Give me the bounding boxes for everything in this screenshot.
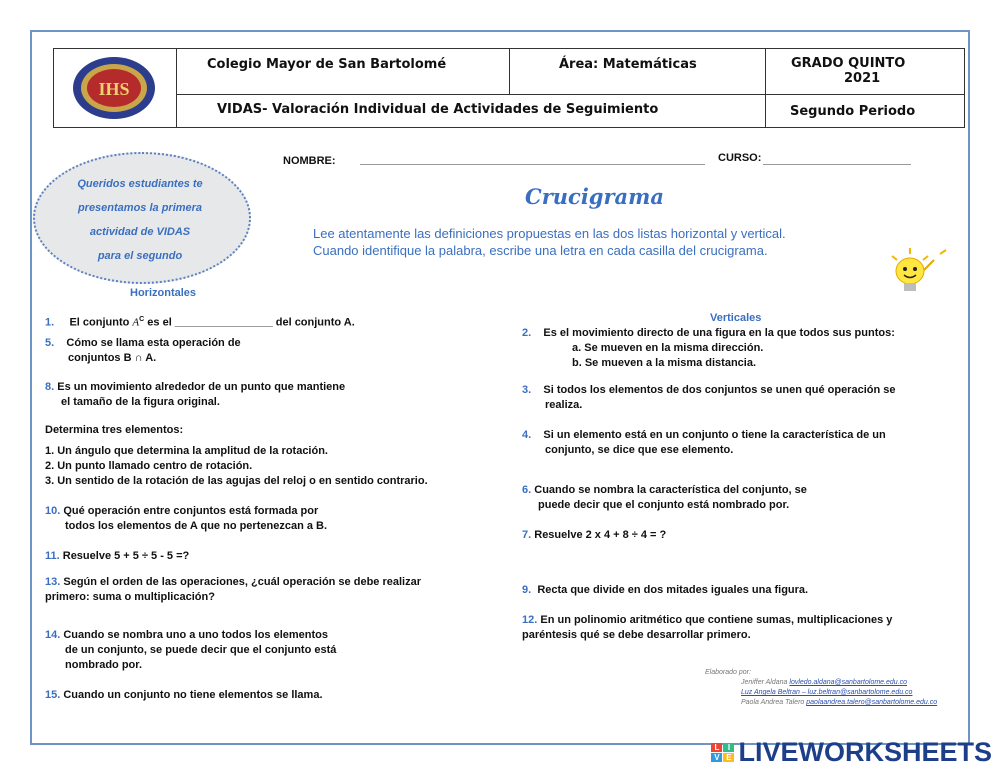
school-crest-logo [71, 55, 157, 121]
subject-area: Área: Matemáticas [559, 57, 697, 72]
question-1: 1. El conjunto $A^C$ es el ________________ del conjunto A. [45, 316, 355, 329]
credit-email-2[interactable]: Luz Angela Beltran – luz.beltran@sanbartolome.edu.co [741, 689, 913, 696]
name-label: NOMBRE: [283, 155, 336, 167]
instructions: Lee atentamente las definiciones propuestas en las dos listas horizontal y vertical. Cuando identifique la palabra, escribe una letra en cada casilla del crucigrama. [313, 226, 786, 258]
course-label: CURSO: [718, 152, 762, 164]
name-field[interactable] [360, 164, 705, 165]
lightbulb-icon [882, 246, 952, 298]
document-subtitle: VIDAS- Valoración Individual de Actividades de Seguimiento [217, 102, 659, 117]
vertical-heading: Verticales [710, 312, 762, 324]
question-15: 15. Cuando un conjunto no tiene elementos se llama. [45, 689, 323, 701]
question-12: 12. En un polinomio aritmético que contiene sumas, multiplicaciones y paréntesis qué se debe desarrollar primero. [522, 614, 893, 641]
liveworksheets-logo[interactable] [711, 737, 992, 767]
period-label: Segundo Periodo [790, 104, 916, 119]
question-5: 5. Cómo se llama esta operación de conjuntos B ∩ A. [45, 337, 241, 364]
year-label: 2021 [844, 71, 881, 86]
grade-label: GRADO QUINTO [791, 56, 906, 71]
question-13: 13. Según el orden de las operaciones, ¿cuál operación se debe realizar primero: suma o multiplicación? [45, 576, 421, 603]
question-3: 3. Si todos los elementos de dos conjuntos se unen qué operación se realiza. [522, 384, 896, 411]
question-11: 11. Resuelve 5 + 5 ÷ 5 - 5 =? [45, 550, 190, 562]
question-2: 2. Es el movimiento directo de una figura en la que todos sus puntos: a. Se mueven en la misma dirección. b. Se mueven a la misma distancia. [522, 327, 895, 369]
crossword-title: Crucigrama [525, 184, 664, 209]
horizontal-heading: Horizontales [130, 287, 197, 299]
question-9: 9. Recta que divide en dos mitades iguales una figura. [522, 584, 809, 596]
question-8: 8. Es un movimiento alrededor de un punto que mantiene el tamaño de la figura original. [45, 381, 346, 408]
brand-wordmark: LIVEWORKSHEETS [738, 736, 992, 767]
school-name: Colegio Mayor de San Bartolomé [207, 57, 447, 72]
question-7: 7. Resuelve 2 x 4 + 8 ÷ 4 = ? [522, 529, 667, 541]
question-6: 6. Cuando se nombra la característica del conjunto, se puede decir que el conjunto está nombrado por. [522, 484, 807, 511]
credit-email-3[interactable]: paolaandrea.talero@sanbartolome.edu.co [806, 699, 938, 706]
credits: Elaborado por: Jeniffer Aldana lovledo.aldana@sanbartolome.edu.co Luz Angela Beltran – luz.beltran@sanbartolome.edu.co Paola Andrea Talero paolaandrea.talero@sanbartolome.edu.co [705, 669, 938, 706]
header-table [53, 48, 965, 128]
determine-elements: Determina tres elementos: 1. Un ángulo que determina la amplitud de la rotación. 2. Un punto llamado centro de rotación. 3. Un sentido de la rotación de las agujas del reloj o en sentido contrario. [45, 424, 428, 487]
svg-text:IHS: IHS [98, 79, 130, 99]
live-badge-icon: L I V E [711, 743, 734, 762]
credit-email-1[interactable]: lovledo.aldana@sanbartolome.edu.co [789, 679, 908, 686]
question-4: 4. Si un elemento está en un conjunto o tiene la característica de un conjunto, se dice que ese elemento. [522, 429, 886, 456]
course-field[interactable] [763, 164, 911, 165]
question-10: 10. Qué operación entre conjuntos está formada por todos los elementos de A que no pertenezcan a B. [45, 505, 328, 532]
question-14: 14. Cuando se nombra uno a uno todos los elementos de un conjunto, se puede decir que el conjunto está nombrado por. [45, 629, 337, 671]
greeting-text: Queridos estudiantes te presentamos la primera actividad de VIDAS para el segundo [77, 178, 203, 262]
